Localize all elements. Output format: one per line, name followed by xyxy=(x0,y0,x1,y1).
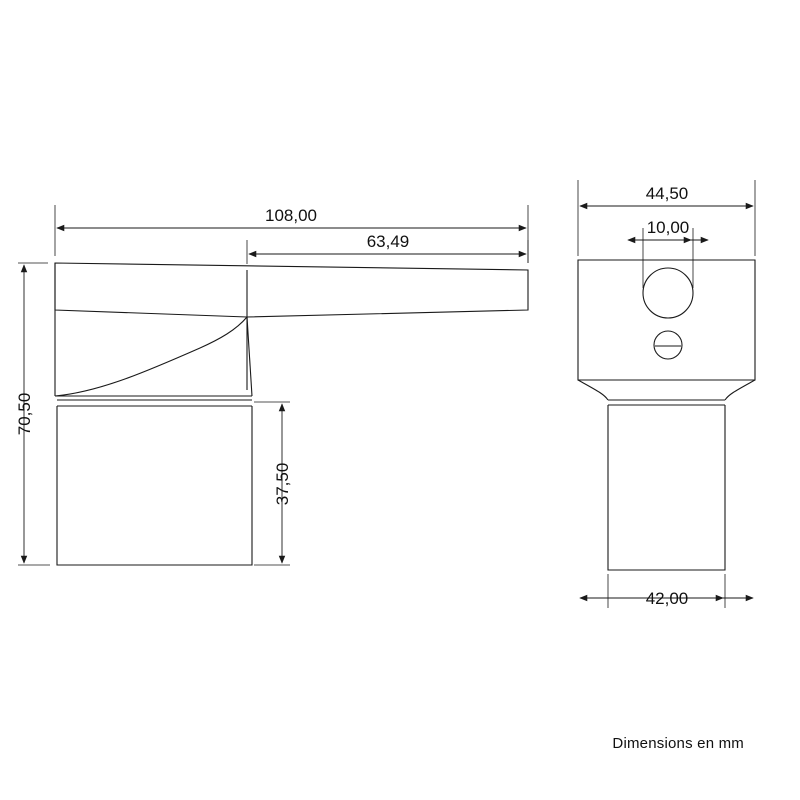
side-view-geometry xyxy=(578,260,755,570)
dimension-label-top-width: 44,50 xyxy=(645,184,689,203)
dimension-label-hole-width: 10,00 xyxy=(646,218,690,237)
unit-note: Dimensions en mm xyxy=(612,735,744,752)
dimension-label-body-height: 37,50 xyxy=(273,462,292,506)
dimension-label-base-width: 42,00 xyxy=(645,589,689,608)
side-dimension-10 xyxy=(628,228,708,288)
dimension-label-total-height: 70,50 xyxy=(15,392,34,436)
dimension-label-lever-length: 63,49 xyxy=(366,232,410,251)
front-view-geometry xyxy=(55,263,528,565)
dimension-label-total-width: 108,00 xyxy=(265,206,317,225)
